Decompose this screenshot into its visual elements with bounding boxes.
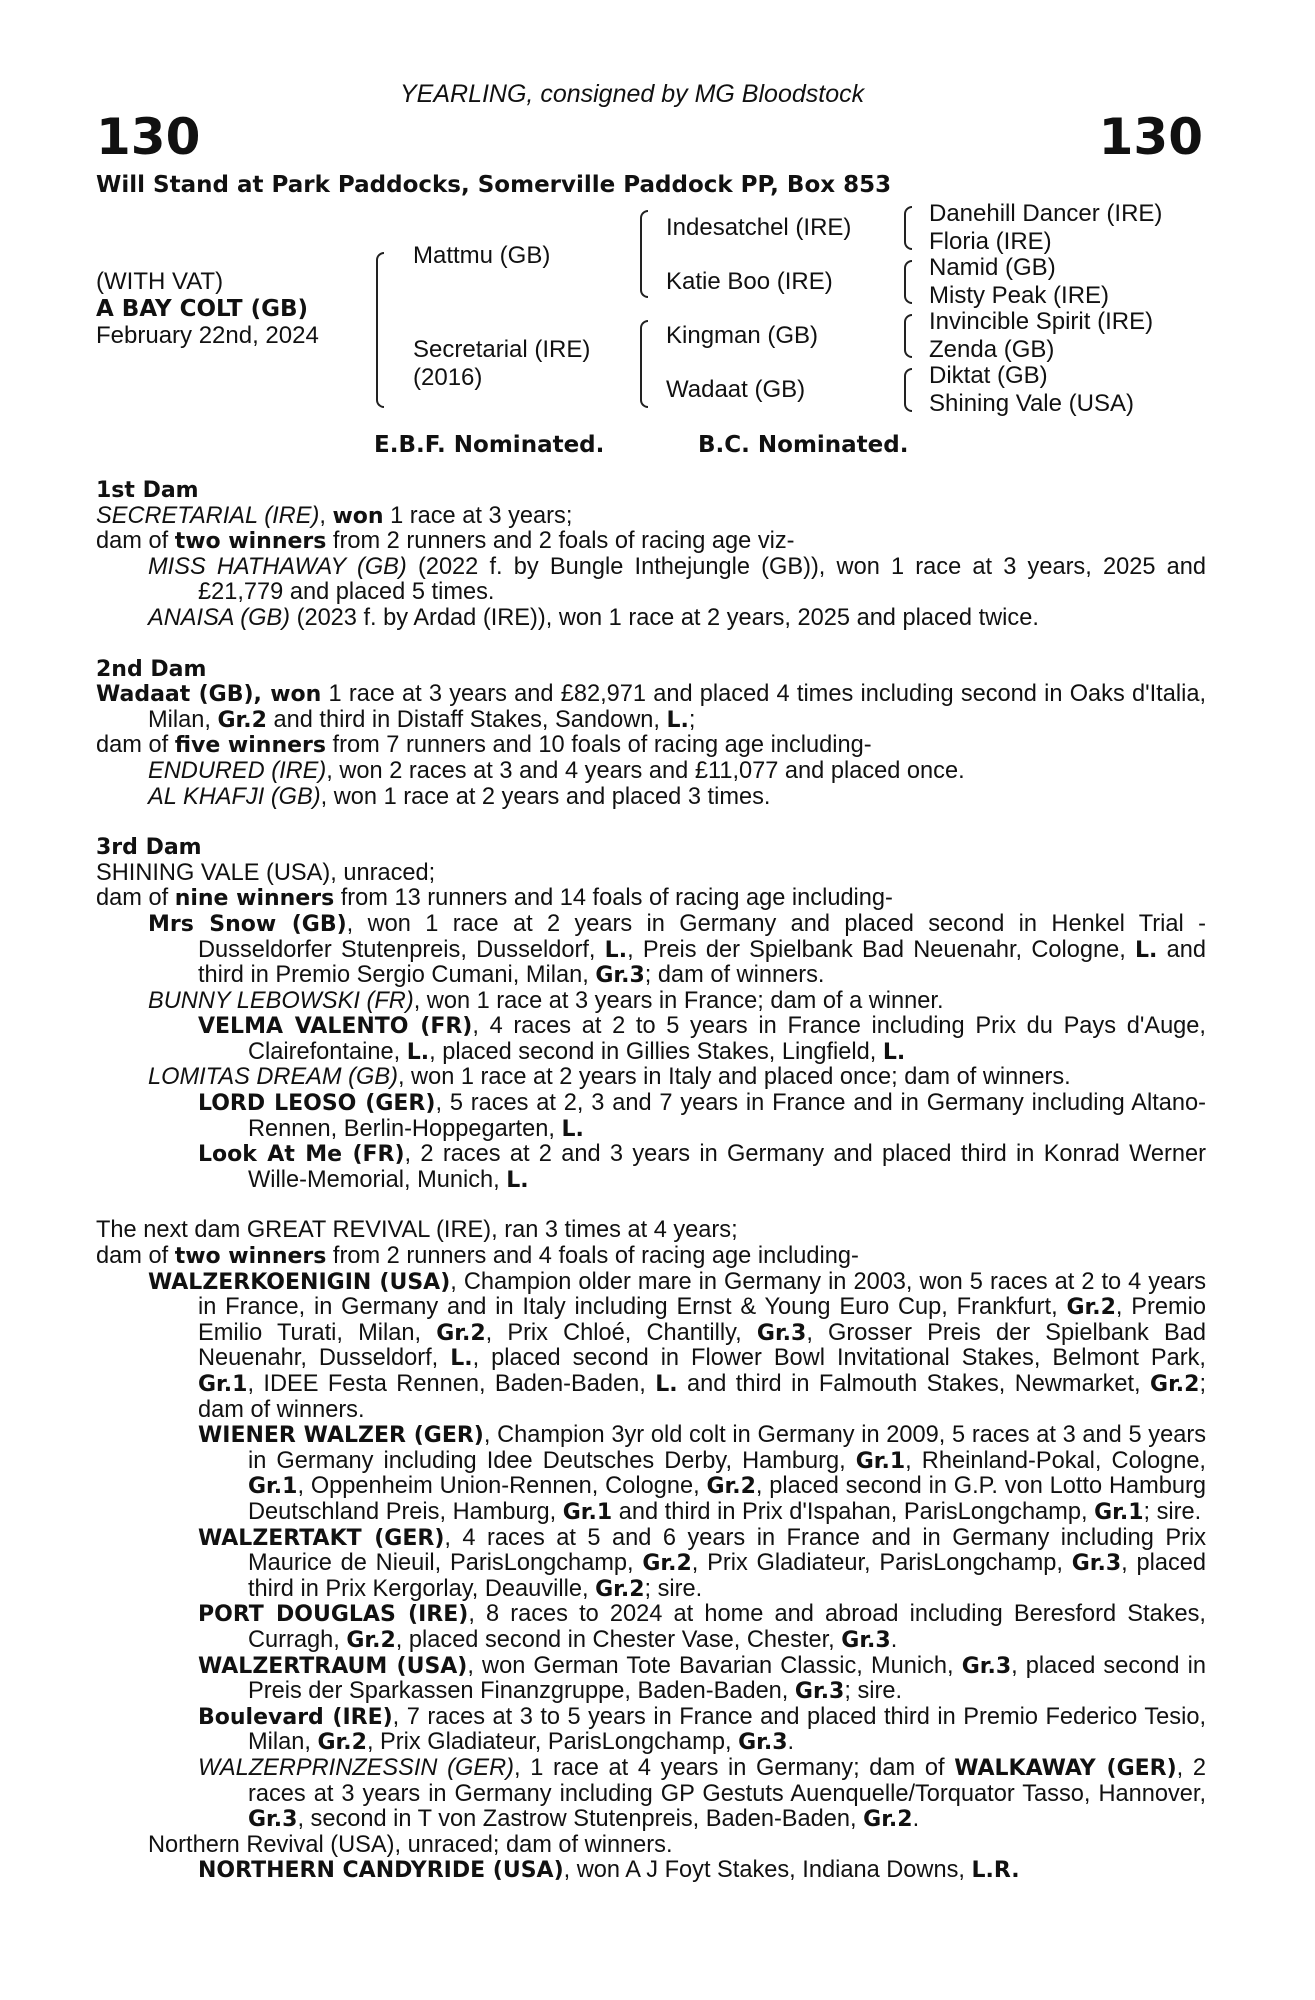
bracket-sire	[640, 210, 648, 298]
produce-endured: ENDURED (IRE), won 2 races at 3 and 4 years and £11,077 and placed once.	[148, 757, 965, 784]
grandsire-2: Kingman (GB)	[666, 322, 819, 349]
lot-number-left: 130	[96, 108, 201, 166]
gg-6: Zenda (GB)	[929, 336, 1055, 363]
dam3-produce: dam of nine winners from 13 runners and 14 foals of racing age including-	[96, 885, 893, 912]
gg-5: Invincible Spirit (IRE)	[929, 308, 1154, 335]
sire-name: Mattmu (GB)	[413, 242, 551, 269]
gg-1: Danehill Dancer (IRE)	[929, 200, 1163, 227]
dam1-produce: dam of two winners from 2 runners and 2 foals of racing age viz-	[96, 528, 795, 555]
dam4-line: The next dam GREAT REVIVAL (IRE), ran 3 times at 4 years;	[96, 1217, 738, 1244]
bracket-dam	[640, 320, 648, 408]
produce-northern-candyride: NORTHERN CANDYRIDE (USA), won A J Foyt Stakes, Indiana Downs, L.R.	[198, 1857, 1020, 1884]
lot-title: A BAY COLT (GB)	[96, 296, 309, 322]
dam1-line: SECRETARIAL (IRE), won 1 race at 3 years;	[96, 502, 573, 529]
catalogue-body	[96, 478, 1206, 1884]
stand-location: Will Stand at Park Paddocks, Somerville Paddock PP, Box 853	[96, 172, 892, 198]
granddam-2: Wadaat (GB)	[666, 376, 806, 403]
dam2-heading: 2nd Dam	[96, 656, 207, 682]
dam-year: (2016)	[413, 364, 483, 391]
produce-walzerkoenigin: WALZERKOENIGIN (USA), Champion older mare in Germany in 2003, won 5 races at 2 to 4 years in France, in Germany and in Italy including Ernst & Young Euro Cup, Frankfurt, Gr.2, Premio Emilio Turati, Milan, Gr.2, Prix Chloé, Chantilly, Gr.3, Grosser Preis der Spielbank Bad Neuenahr, Dusseldorf, L., placed second in Flower Bowl Invitational Stakes, Belmont Park, Gr.1, IDEE Festa Rennen, Baden-Baden, L. and third in Falmouth Stakes, Newmarket, Gr.2; dam of winners.	[148, 1268, 1207, 1423]
produce-lomitas-dream: LOMITAS DREAM (GB), won 1 race at 2 years in Italy and placed once; dam of winners.	[148, 1064, 1071, 1091]
produce-northern-revival: Northern Revival (USA), unraced; dam of winners.	[148, 1831, 673, 1858]
bc-nomination: B.C. Nominated.	[698, 432, 909, 458]
lot-number-right: 130	[1098, 108, 1203, 166]
produce-wiener-walzer: WIENER WALZER (GER), Champion 3yr old colt in Germany in 2009, 5 races at 3 and 5 years in Germany including Idee Deutsches Derby, Hamburg, Gr.1, Rheinland-Pokal, Cologne, Gr.1, Oppenheim Union-Rennen, Cologne, Gr.2, placed second in G.P. von Lotto Hamburg Deutschland Preis, Hamburg, Gr.1 and third in Prix d'Ispahan, ParisLongchamp, Gr.1; sire.	[198, 1422, 1206, 1525]
vat-note: (WITH VAT)	[96, 268, 224, 295]
consignor-line: YEARLING, consigned by MG Bloodstock	[400, 80, 865, 108]
produce-al-khafji: AL KHAFJI (GB), won 1 race at 2 years and placed 3 times.	[148, 783, 771, 810]
produce-boulevard: Boulevard (IRE), 7 races at 3 to 5 years in France and placed third in Premio Federico Tesio, Milan, Gr.2, Prix Gladiateur, ParisLongchamp, Gr.3.	[198, 1703, 1206, 1756]
bracket-g3-4	[904, 368, 912, 412]
dam1-heading: 1st Dam	[96, 478, 199, 503]
dam4-produce: dam of two winners from 2 runners and 4 foals of racing age including-	[96, 1243, 859, 1270]
produce-walzertraum: WALZERTRAUM (USA), won German Tote Bavarian Classic, Munich, Gr.3, placed second in Preis der Sparkassen Finanzgruppe, Baden-Baden, Gr.3; sire.	[198, 1652, 1206, 1705]
ebf-nomination: E.B.F. Nominated.	[374, 432, 605, 458]
dam2-produce: dam of five winners from 7 runners and 10 foals of racing age including-	[96, 732, 872, 759]
dam-name: Secretarial (IRE)	[413, 336, 591, 363]
dam3-line: SHINING VALE (USA), unraced;	[96, 859, 436, 886]
produce-bunny-lebowski: BUNNY LEBOWSKI (FR), won 1 race at 3 years in France; dam of a winner.	[148, 987, 944, 1014]
produce-mrs-snow: Mrs Snow (GB), won 1 race at 2 years in Germany and placed second in Henkel Trial - Dusseldorfer Stutenpreis, Dusseldorf, L., Preis der Spielbank Bad Neuenahr, Cologne, L. and third in Premio Sergio Cumani, Milan, Gr.3; dam of winners.	[148, 910, 1206, 989]
produce-look-at-me: Look At Me (FR), 2 races at 2 and 3 years in Germany and placed third in Konrad Werner Wille-Memorial, Munich, L.	[198, 1141, 1207, 1193]
foaling-date: February 22nd, 2024	[96, 322, 319, 349]
gg-3: Namid (GB)	[929, 254, 1056, 281]
produce-lord-leoso: LORD LEOSO (GER), 5 races at 2, 3 and 7 years in France and in Germany including Altano-Rennen, Berlin-Hoppegarten, L.	[198, 1090, 1206, 1142]
produce-port-douglas: PORT DOUGLAS (IRE), 8 races to 2024 at home and abroad including Beresford Stakes, Curragh, Gr.2, placed second in Chester Vase, Chester, Gr.3.	[198, 1601, 1206, 1653]
grandsire-1: Indesatchel (IRE)	[666, 214, 852, 241]
gg-4: Misty Peak (IRE)	[929, 282, 1110, 309]
gg-8: Shining Vale (USA)	[929, 390, 1134, 417]
produce-walzertakt: WALZERTAKT (GER), 4 races at 5 and 6 years in France and in Germany including Prix Maurice de Nieuil, ParisLongchamp, Gr.2, Prix Gladiateur, ParisLongchamp, Gr.3, placed third in Prix Kergorlay, Deauville, Gr.2; sire.	[198, 1524, 1206, 1602]
granddam-1: Katie Boo (IRE)	[666, 268, 833, 295]
gg-2: Floria (IRE)	[929, 228, 1052, 255]
produce-walzerprinzessin: WALZERPRINZESSIN (GER), 1 race at 4 years in Germany; dam of WALKAWAY (GER), 2 races at 3 years in Germany including GP Gestuts Auenquelle/Torquator Tasso, Hannover, Gr.3, second in T von Zastrow Stutenpreis, Baden-Baden, Gr.2.	[198, 1754, 1206, 1833]
bracket-g3-2	[904, 260, 912, 304]
bracket-g3-3	[904, 314, 912, 358]
gg-7: Diktat (GB)	[929, 362, 1048, 389]
dam2-line: Wadaat (GB), won 1 race at 3 years and £82,971 and placed 4 times including second in Oaks d'Italia, Milan, Gr.2 and third in Distaff Stakes, Sandown, L.;	[96, 681, 1206, 733]
dam3-heading: 3rd Dam	[96, 835, 202, 861]
bracket-g3-1	[904, 206, 912, 250]
produce-velma-valento: VELMA VALENTO (FR), 4 races at 2 to 5 years in France including Prix du Pays d'Auge, Clairefontaine, L., placed second in Gillies Stakes, Lingfield, L.	[198, 1013, 1206, 1065]
bracket-main	[376, 252, 384, 408]
produce-anaisa: ANAISA (GB) (2023 f. by Ardad (IRE)), won 1 race at 2 years, 2025 and placed twice.	[148, 604, 1039, 631]
produce-miss-hathaway: MISS HATHAWAY (GB) (2022 f. by Bungle Inthejungle (GB)), won 1 race at 3 years, 2025 and £21,779 and placed 5 times.	[148, 553, 1206, 606]
